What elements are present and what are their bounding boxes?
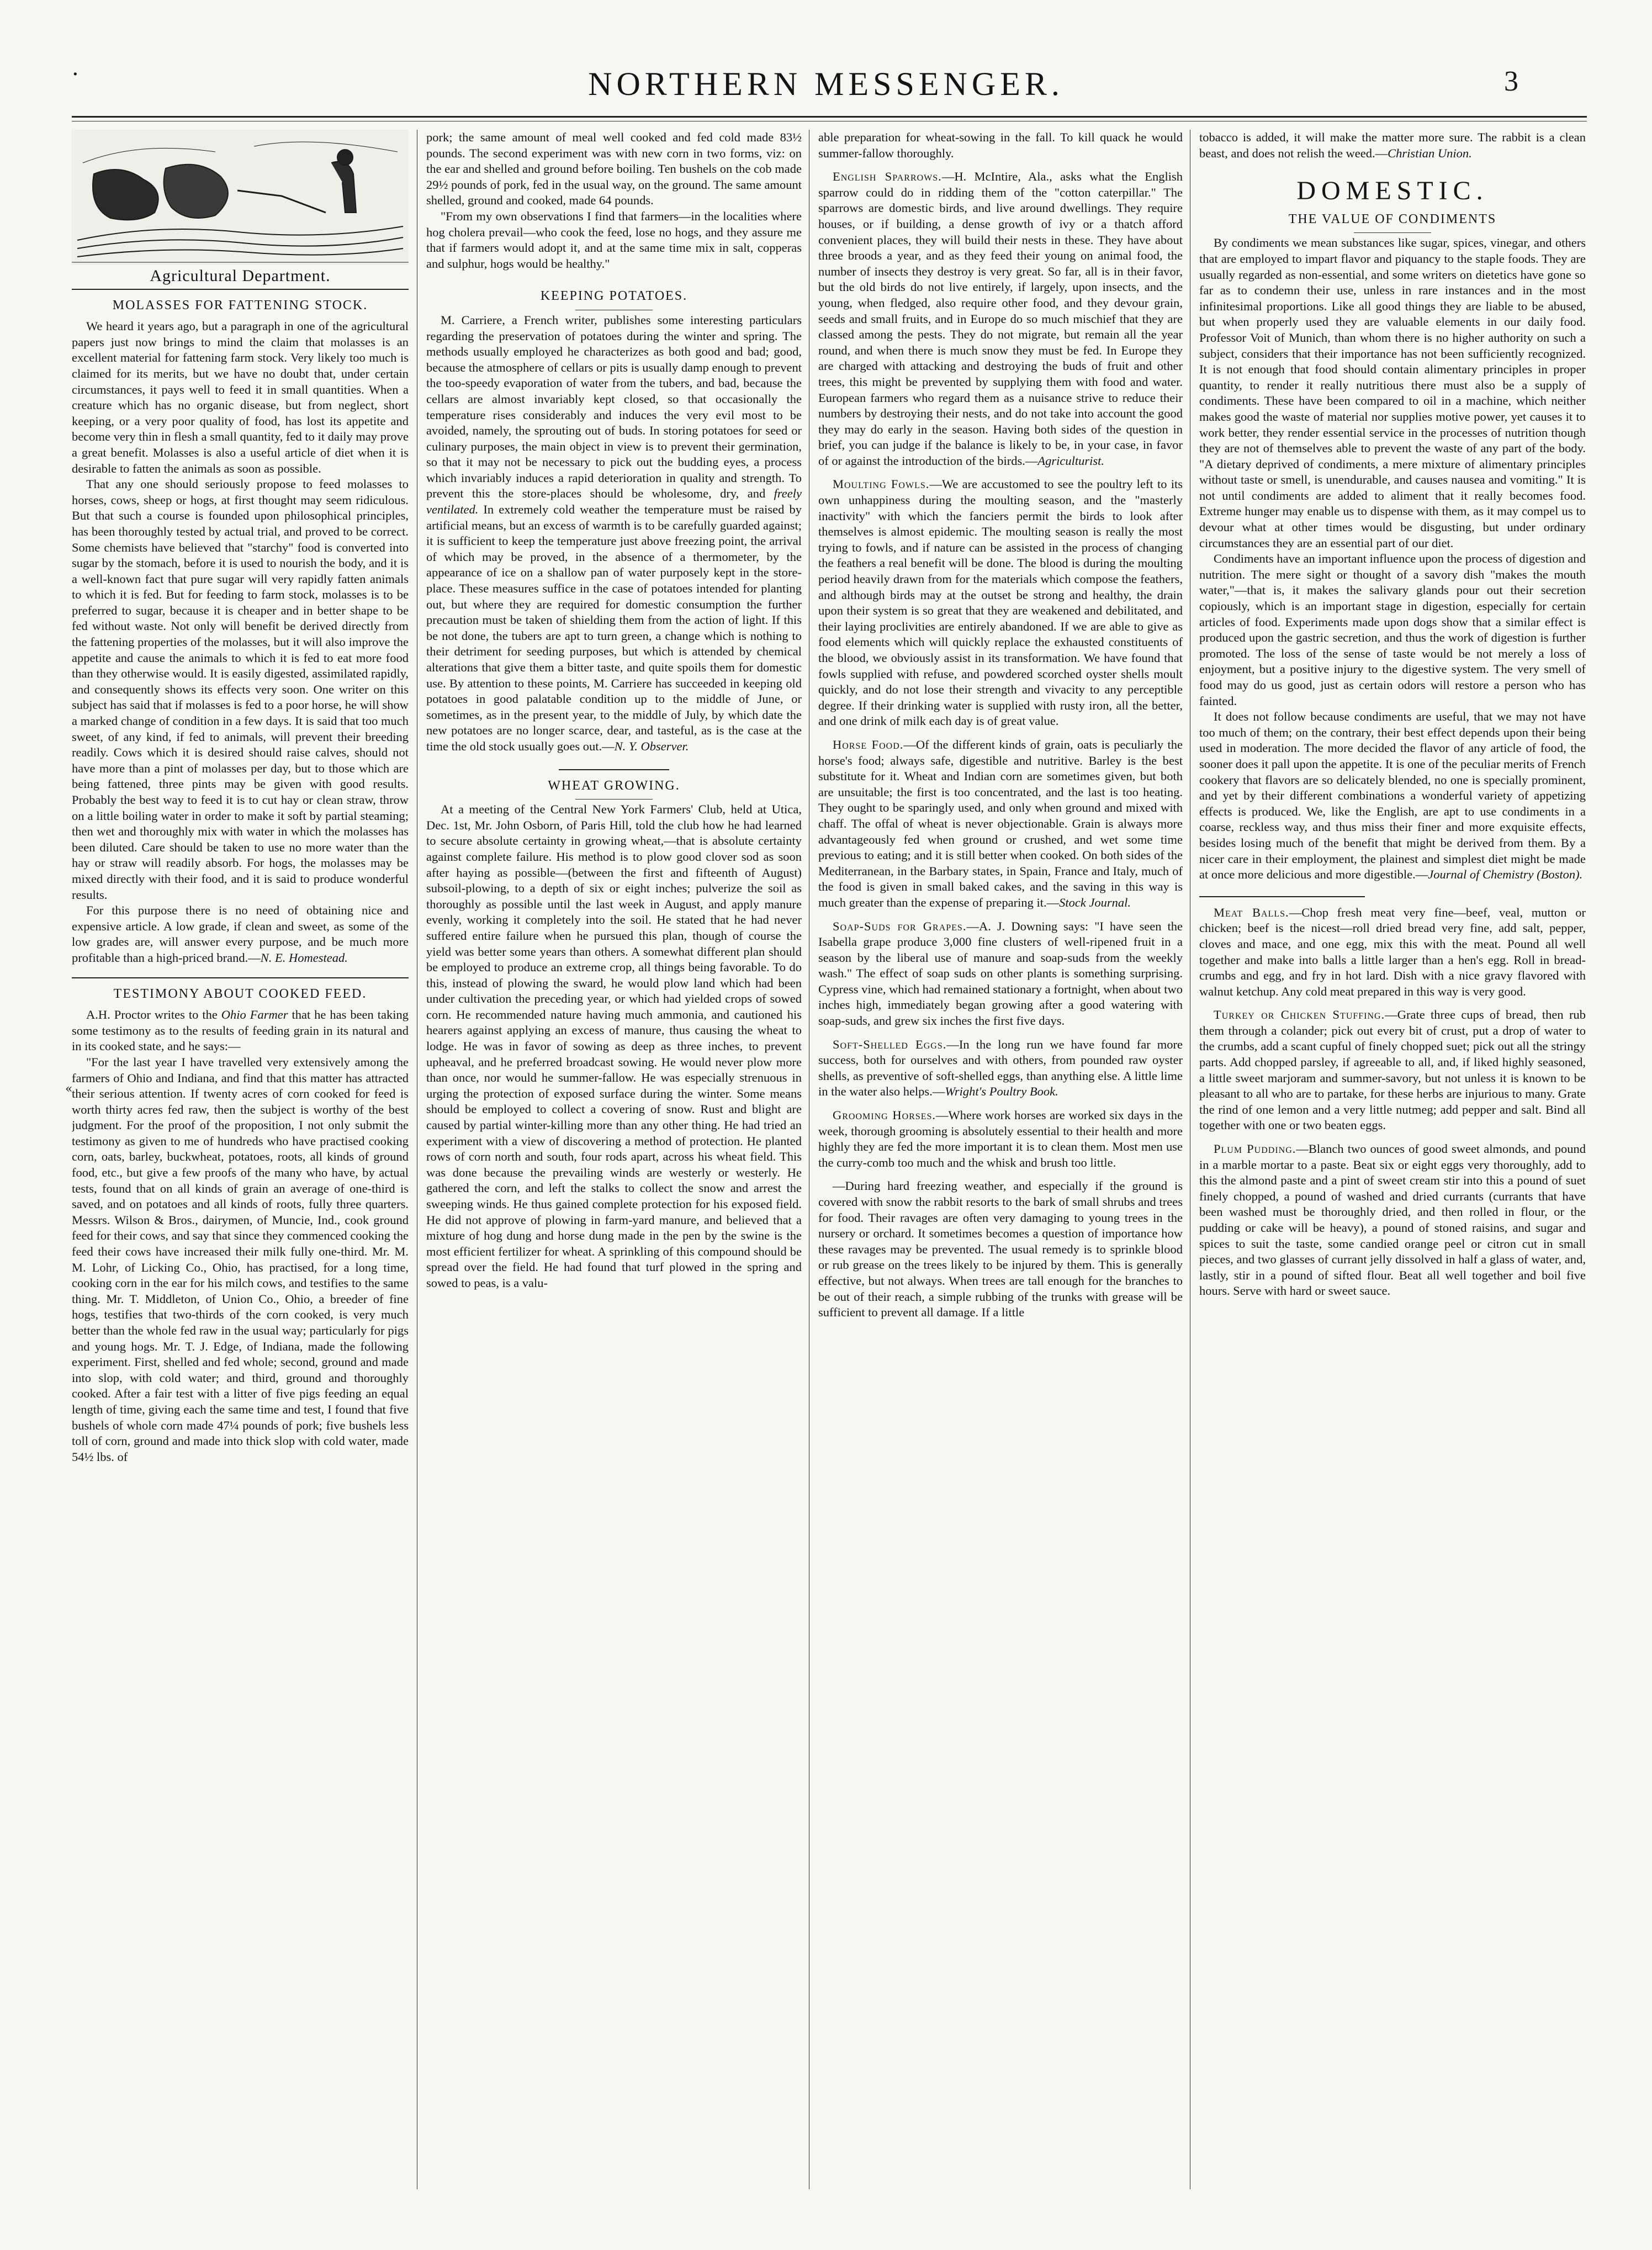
emphasis-text: freely ventilated. xyxy=(426,486,802,517)
article-heading: WHEAT GROWING. xyxy=(548,778,680,793)
article-source: Journal of Chemistry (Boston). xyxy=(1428,867,1583,882)
heading-rule xyxy=(1354,232,1431,233)
article-paragraph: —During hard freezing weather, and especially if the ground is covered with snow the rabbit resorts to the bark of small shrubs and trees for food. Their ravages are often very damaging to young trees in the nursery or orchard. It sometimes becomes a question of importance how these ravages may be prevented. The usual remedy is to sprinkle blood or rub grease on the trees likely to be injured by them. This is generally effective, but not always. When trees are tall enough for the branches to be out of their reach, a simple rubbing of the trunks with grease will be sufficient to prevent all damage. If a little xyxy=(818,1179,1183,1320)
paragraph-text: —H. McIntire, Ala., asks what the English sparrow could do in ridding them of the "cotton caterpillar." The sparrows are domestic birds, and live around dwellings. They require houses, or if building, a dense growth of ivy or a thatch afford convenient places, they will build their nests in these. They have about three broods a year, and as they feed their young on animal food, the number of insects they destroy is very great. So far, all is in their favor, but the old birds do not live entirely, if largely, upon insects, and the young, when fledged, also require other food, and they devour grain, seeds and small fruits, and in Europe do so much mischief that they are classed among the pests. They do not migrate, but remain all the year round, and when there is much snow they must be fed. In Europe they are charged with attacking and destroying the buds of fruit and other trees, this might be prevented by supplying them with food and water. European farmers who regard them as a nuisance strive to reduce their numbers by destroying their nests, and do not take into account the good they may do early in the season. Having both sides of the question in brief, you can judge if the balance is likely to be, in your case, in favor of or against the introduction of the birds.— xyxy=(818,170,1183,468)
paragraph-text: —A. J. Downing says: "I have seen the Isabella grape produce 3,000 fine clusters of well-ripened fruit in a season by the liberal use of manure and soap-suds from the weekly wash." The effect of soap suds on other plants is something surprising. Cypress vine, which had remained stationary a fortnight, when about two inches high, immediately began growing after a good watering with soap-suds, and grew six inches the first five days. xyxy=(818,919,1183,1028)
article-paragraph xyxy=(818,169,1183,469)
paragraph-text: —Where work horses are worked six days in the week, thorough grooming is absolutely essential to their health and more highly they are fed the more important it is to clean them. Most men use the curry-comb too much and the whisk and brush too little. xyxy=(818,1108,1183,1169)
paragraph-text: In extremely cold weather the temperature must be raised by artificial means, but an excess of warmth is to be carefully guarded against; it is sufficient to keep the temperature just above freezing point, the arrival of which may be proved, in the absence of a thermometer, by the appearance of ice on a shallow pan of water purposely kept in the store-place. These measures suffice in the case of potatoes intended for planting out, but where they are required for domestic consumption the further precaution must be taken of shielding them from the action of light. If this be not done, the tubers are apt to turn green, a change which is nothing to their detriment for seeding purposes, but which is attended by chemical alterations that give them a bitter taste, and quite spoils them for domestic use. By attention to these points, M. Carriere has succeeded in keeping old potatoes in good palatable condition up to the middle of June, or sometimes, as in the present year, to the middle of July, by which date the new potatoes are no longer scarce, dear, and tasteful, as is the case at the time the old stock usually goes out.— xyxy=(426,502,802,753)
column-3 xyxy=(818,130,1183,2195)
paragraph-text: —In the long run we have found far more success, both for ourselves and with others, from pounded raw oyster shells, as preventive of soft-shelled eggs, than anything else. A little lime in the water also helps.— xyxy=(818,1037,1183,1099)
article-source: Wright's Poultry Book. xyxy=(945,1084,1058,1099)
article-source: Christian Union. xyxy=(1388,146,1472,160)
article-paragraph xyxy=(72,1007,409,1055)
paragraph-text: For this purpose there is no need of obtaining nice and expensive article. A low grade, if clean and sweet, as some of the low grades are, will answer every purpose, and be much more profitable than a high-priced brand.— xyxy=(72,903,409,965)
column-1 xyxy=(72,130,409,2195)
article-paragraph: Condiments have an important influence upon the process of digestion and nutrition. The mere sight or thought of a savory dish "makes the mouth water,"—that is, it makes the salivary glands pour out their secretion copiously, which is an important stage in digestion, especially for certain articles of food. Experiments made upon dogs show that a similar effect is produced upon the gastric secretion, and thus the work of digestion is further promoted. The loss of the sense of taste would be not merely a loss of enjoyment, but a positive injury to the digestive system. The very smell of food may do us good, just as certain odors will restore a person who has fainted. xyxy=(1199,552,1586,708)
masthead-title: NORTHERN MESSENGER. xyxy=(588,66,1064,102)
paragraph-text: —Grate three cups of bread, then rub them through a colander; pick out every bit of crust, put a drop of water to the crumbs, add a scant cupful of finely chopped suet; pick out all the stringy parts. Add chopped parsley, if agreeable to all, and, if liked highly seasoned, a little sweet marjoram and summer-savory, but not unless it is known to be pleasant to all who are to partake, for these herbs are injurious to many. Grate the rind of one lemon and a very little nutmeg; add pepper and salt. Bind all together with one or two beaten eggs. xyxy=(1199,1008,1586,1132)
section-title: DOMESTIC. xyxy=(1296,176,1489,206)
article-heading: THE VALUE OF CONDIMENTS xyxy=(1288,211,1497,226)
margin-mark: « xyxy=(65,1082,73,1096)
article-paragraph: "From my own observations I find that farmers—in the localities where hog cholera prevail—who cook the feed, lose no hogs, and they assure me that if farmers would adopt it, and at the same time mix in salt, copperas and sulphur, hogs would be healthy." xyxy=(426,209,802,271)
plowing-illustration xyxy=(72,130,409,265)
article-paragraph xyxy=(818,477,1183,729)
article-paragraph xyxy=(818,1037,1183,1100)
article-paragraph xyxy=(818,1108,1183,1171)
masthead-dot: · xyxy=(72,62,79,87)
article-paragraph: That any one should seriously propose to feed molasses to horses, cows, sheep or hogs, at first thought may seem ridiculous. But that such a course is founded upon philosophical principles, has been thoroughly tested by actual trial, and proved to be correct. Some chemists have believed that "starchy" food is converted into sugar by the stomach, before it is used to nourish the body, and it is a well-known fact that pure sugar will very rapidly fatten animals to which it is fed. But for feeding to farm stock, molasses is to be preferred to sugar, because it is cheaper and in better shape to be fed without waste. Not only will benefit be derived directly from the fattening properties of the molasses, but it will also improve the appetite and cause the animals to which it is fed to eat more food than they otherwise would. It is easily digested, assimilated rapidly, and consequently shows its effects very soon. One writer on this subject has said that if molasses is fed to a poor horse, he will show a marked change of condition in a few days. It is said that too much sweet, of any kind, if fed to animals, will prevent their breeding readily. Cows which it is desired should raise calves, should not have more than a pint of molasses per day, but to those which are being fattened, three pints may be given with good results. Probably the best way to feed it is to cut hay or clean straw, throw on a little boiling water in order to make it soft by partial steaming; then wet and thoroughly mix with water in which the molasses has been diluted. Care should be taken to use no more water than the hay or straw will readily absorb. For hogs, the molasses may be mixed directly with their food, and it is said to produce wonderful results. xyxy=(72,477,409,902)
divider xyxy=(559,769,669,770)
heading-rule xyxy=(575,799,653,800)
divider xyxy=(72,289,409,290)
article-paragraph: "For the last year I have travelled very extensively among the farmers of Ohio and Indiana, and find that this matter has attracted their serious attention. If twenty acres of corn cooked for feed is worth thirty acres fed raw, then the subject is worthy of the best judgment. For the proof of the proposition, I not only submit the testimony as given to me of hundreds who have practised cooking corn, oats, barley, buckwheat, potatoes, roots, all kinds of ground food, etc., but give a few proofs of the many who have, by actual tests, found that on all kinds of grain an average of one-third is saved, and on potatoes and all kinds of roots, fully three quarters. Messrs. Wilson & Bros., dairymen, of Muncie, Ind., cook ground feed for their cows, and say that since they commenced cooking the feed their cows have increased their milk fully one-third. Mr. M. M. Lohr, of Licking Co., Ohio, has practised, for a long time, cooking corn in the ear for his milch cows, and testifies to the same thing. Mr. T. Middleton, of Union Co., Ohio, a breeder of fine hogs, testifies that two-thirds of the corn cooked, is very much better than the whole fed raw in the usual way; particularly for pigs and young hogs. Mr. T. J. Edge, of Indiana, made the following experiment. First, shelled and fed whole; second, ground and made into slop, with cold water; and third, ground and thoroughly cooked. After a fair test with a litter of five pigs feeding an equal length of time, giving each the same time and test, I found that five bushels of whole corn made 47¼ pounds of pork; five bushels less toll of corn, ground and made into thick slop with cold water, made 54½ lbs. of xyxy=(72,1055,409,1464)
article-source: Stock Journal. xyxy=(1059,895,1131,909)
column-4 xyxy=(1199,130,1586,2195)
article-paragraph: By condiments we mean substances like sugar, spices, vinegar, and others that are employed to impart flavor and piquancy to the staple foods. They are usually regarded as non-essential, and some writers on dietetics have gone so far as to condemn their use, unless in rare instances and in the most infinitesimal proportions. Like all good things they are liable to be abused, but when properly used they are valuable elements in our daily food. Professor Voit of Munich, than whom there is no higher authority on such a subject, considers that their importance has not been sufficiently recognized. It is not enough that food should contain alimentary principles in proper quantity, to render it really nutritious there must also be a supply of condiments. These have been compared to oil in a machine, which neither makes good the waste of material nor supplies motive power, yet causes it to work better, they render essential service in the processes of nutrition though they are not of themselves able to prevent the waste of any part of the body. "A dietary deprived of condiments, a mere mixture of alimentary principles without taste or smell, is unendurable, and causes nausea and vomiting." It is not until condiments are added to aliment that it really becomes food. Extreme hunger may enable us to dispense with them, as it may compel us to devour what at other times would be disgusting, but under ordinary circumstances they are an essential part of our diet. xyxy=(1199,236,1586,550)
article-heading: MOLASSES FOR FATTENING STOCK. xyxy=(112,298,368,313)
paragraph-text: that he has been taking some testimony as to the results of feeding grain in its natural and in its cooked state, and he says:— xyxy=(72,1008,409,1053)
item-lead: English Sparrows. xyxy=(833,170,942,184)
item-lead: Soap-Suds for Grapes. xyxy=(833,919,967,933)
divider xyxy=(1199,896,1365,897)
item-lead: Turkey or Chicken Stuffing. xyxy=(1214,1008,1385,1022)
article-paragraph xyxy=(818,919,1183,1029)
paragraph-text: —We are accustomed to see the poultry left to its own unhappiness during the moulting season, and the "masterly inactivity" with which the fanciers permit the birds to look after themselves is almost epidemic. The moulting season is really the most trying to fowls, and if nature can be assisted in the process of changing the feathers a real benefit will be done. The blood is during the moulting period heavily drawn from for the materials which compose the feathers, and although birds may at the outset be strong and healthy, the drain upon their system is so great that they are weakened and debilitated, and their laying proclivities are entirely abandoned. If we are able to give as food elements which will quickly replace the exhausted constituents of the blood, we obviously assist in its transformation. We have found that fowls supplied with refuse, and powdered scorched oyster shells moult quickly, and do not lose their strength and vivacity to any perceptible degree. If their drinking water is supplied with rusty iron, all the better, and one drink of milk each day is of great value. xyxy=(818,477,1183,728)
column-2 xyxy=(426,130,802,2195)
article-source: N. E. Homestead. xyxy=(260,950,348,965)
paragraph-text: It does not follow because condiments are useful, that we may not have too much of them; on the contrary, their best effect depends upon their being used in moderation. The more decided the flavor of any article of food, the sooner does it pall upon the appetite. It is one of the peculiar merits of French cookery that flavors are so delicately blended, no one is specially prominent, and yet by their different combinations a wonderful variety of appetizing effects is produced. We, like the English, are apt to use condiments in a coarse, reckless way, and thus miss their finer and more exquisite effects, besides losing much of the benefit that might be derived from them. By a nicer care in their employment, the plainest and simplest diet might be made at once more delicious and more digestible.— xyxy=(1199,710,1586,882)
article-heading: TESTIMONY ABOUT COOKED FEED. xyxy=(113,986,367,1001)
item-lead: Plum Pudding. xyxy=(1214,1142,1296,1156)
article-paragraph: able preparation for wheat-sowing in the fall. To kill quack he would summer-fallow thoroughly. xyxy=(818,130,1183,160)
recipe-paragraph xyxy=(1199,905,1586,1000)
page-number: 3 xyxy=(1504,66,1518,97)
department-title: Agricultural Department. xyxy=(150,267,331,285)
publication-name: Ohio Farmer xyxy=(221,1008,288,1022)
item-lead: Horse Food. xyxy=(833,737,904,751)
item-lead: Meat Balls. xyxy=(1214,905,1289,919)
article-paragraph xyxy=(1199,130,1586,161)
paragraph-text: A.H. Proctor writes to the xyxy=(86,1008,221,1022)
article-paragraph xyxy=(72,903,409,966)
paragraph-text: tobacco is added, it will make the matter more sure. The rabbit is a clean beast, and does not relish the weed.— xyxy=(1199,130,1586,160)
article-paragraph xyxy=(426,313,802,755)
paragraph-text: —Blanch two ounces of good sweet almonds, and pound in a marble mortar to a paste. Beat six or eight eggs very thoroughly, add to this the almond paste and a pint of sweet cream stir into this a pound of suet finely chopped, a pound of washed and dried currants (currants that have been washed must be thoroughly dried, and then rolled in flour, or the pudding or cake will be heavy), a pound of stoned raisins, and sugar and spices to suit the taste, some candied orange peel or citron cut in small pieces, and two glasses of currant jelly dissolved in half a glass of water, and, lastly, stir in a pound of sifted flour. Beat all well together and boil five hours. Serve with hard or sweet sauce. xyxy=(1199,1142,1586,1298)
article-paragraph xyxy=(818,737,1183,911)
header-rule xyxy=(72,116,1587,118)
paragraph-text: M. Carriere, a French writer, publishes some interesting particulars regarding the preservation of potatoes during the winter and spring. The methods usually employed he characterizes as both good and bad; good, because the atmosphere of cellars or pits is usually damp enough to prevent the too-speedy evaporation of water from the tubers, and bad, because the cellars are almost invariably kept closed, so that occasionally the temperature rises considerably and induces the very evil most to be avoided, namely, the sprouting out of buds. In storing potatoes for seed or culinary purposes, the main object in view is to prevent their germination, so that it may not be necessary to pick out the budding eyes, a process which invariably induces a rapid deterioration in quality and strength. To prevent this the store-places should be wholesome, dry, and xyxy=(426,313,802,501)
divider xyxy=(72,977,409,978)
article-paragraph xyxy=(1199,709,1586,883)
paragraph-text: —Chop fresh meat very fine—beef, veal, mutton or chicken; beef is the nicest—roll dried bread very fine, add salt, pepper, cloves and mace, and one egg, mix this with the meat. Pound all well together and make into balls a little larger than a hen's egg. Roll in bread-crumbs and egg, and fry in hot lard. Dish with a nice gravy flavored with walnut ketchup. Any cold meat prepared in this way is very good. xyxy=(1199,905,1586,998)
article-source: N. Y. Observer. xyxy=(614,739,689,753)
paragraph-text: —Of the different kinds of grain, oats is peculiarly the horse's food; always safe, digestible and nutritive. Barley is the best substitute for it. Wheat and Indian corn are sometimes given, but both are unsuitable; the first is too concentrated, and the last is too heating. They ought to be sparingly used, and only when ground and mixed with chaff. The offal of wheat is never objectionable. Grain is always more advantageously fed when ground or crushed, and wet some time previous to eating; and it is still better when cooked. On both sides of the Mediterranean, in the Barbary states, in Spain, France and Italy, much of the food is given in small baked cakes, and the saving in this way is much greater than the expense of preparing it.— xyxy=(818,737,1183,909)
recipe-paragraph xyxy=(1199,1007,1586,1134)
recipe-paragraph xyxy=(1199,1141,1586,1299)
masthead xyxy=(0,62,1652,109)
article-heading: KEEPING POTATOES. xyxy=(540,289,688,304)
item-lead: Soft-Shelled Eggs. xyxy=(833,1037,947,1051)
article-paragraph: At a meeting of the Central New York Farmers' Club, held at Utica, Dec. 1st, Mr. John Osborn, of Paris Hill, told the club how he had learned to secure absolute certainty in growing wheat,—that is absolute certainty against complete failure. His method is to plow good clover sod as soon after haying as possible—(between the first and fifteenth of August) subsoil-plowing, to a depth of six or eight inches; pulverize the soil as thoroughly as possible until the last week in August, and apply manure evenly, working it completely into the soil. He stated that he had never suffered entire failure when he pursued this plan, though of course the yield was better some years than others. A somewhat different plan should be employed to produce an extreme crop, all things being favorable. To do this, instead of plowing the sward, he would plow land which had been under cultivation the preceding year, or which had yielded crops of sowed corn. He recommended nature having much ammonia, and cautioned his hearers against applying an excess of manure, thus causing the wheat to lodge. He was in favor of sowing as deep as three inches, to prevent upheaval, and he preferred broadcast sowing. He would never plow more than once, nor would he summer-fallow. He was especially strenuous in urging the protection of exposed surface during the winter. Some means should be employed to collect a covering of snow. Rust and blight are caused by partial winter-killing more than any other thing. He had tried an experiment with a view of discovering a method of protection. He planted rows of corn north and south, four rods apart, across his wheat field. This was done because the prevailing winds are westerly or westerly. He gathered the corn, and left the stalks to collect the snow and arrest the sweeping winds. He thus gained complete protection for his exposed field. He did not approve of plowing in farm-yard manure, and believed that a mixture of hog dung and horse dung made in the pen by the swine is the most efficient fertilizer for wheat. A sprinkling of this compound should be spread over the field. He had found that turf plowed in the spring and sowed to peas, is a valu- xyxy=(426,802,802,1290)
item-lead: Grooming Horses. xyxy=(833,1108,936,1123)
article-paragraph: pork; the same amount of meal well cooked and fed cold made 83½ pounds. The second experiment was with new corn in two forms, viz: on the ear and shelled and ground before boiling. Ten bushels on the cob made 29½ pounds of pork, fed in the usual way, on the ground. The same amount shelled, ground and cooked, made 64 pounds. xyxy=(426,130,802,208)
item-lead: Moulting Fowls. xyxy=(833,477,930,491)
article-paragraph: We heard it years ago, but a paragraph in one of the agricultural papers just now brings to mind the claim that molasses is an excellent material for fattening farm stock. Very likely too much is claimed for its merits, but we have no doubt that, under certain circumstances, it pays well to feed it in small quantities. When a creature which has no organic disease, but from neglect, short keeping, or a very poor quality of food, has lost its appetite and become very thin in flesh a small quantity, fed to it daily may prove a great benefit. Molasses is also a useful article of diet when it is desirable to fatten the animals as soon as possible. xyxy=(72,319,409,475)
article-source: Agriculturist. xyxy=(1037,453,1105,468)
